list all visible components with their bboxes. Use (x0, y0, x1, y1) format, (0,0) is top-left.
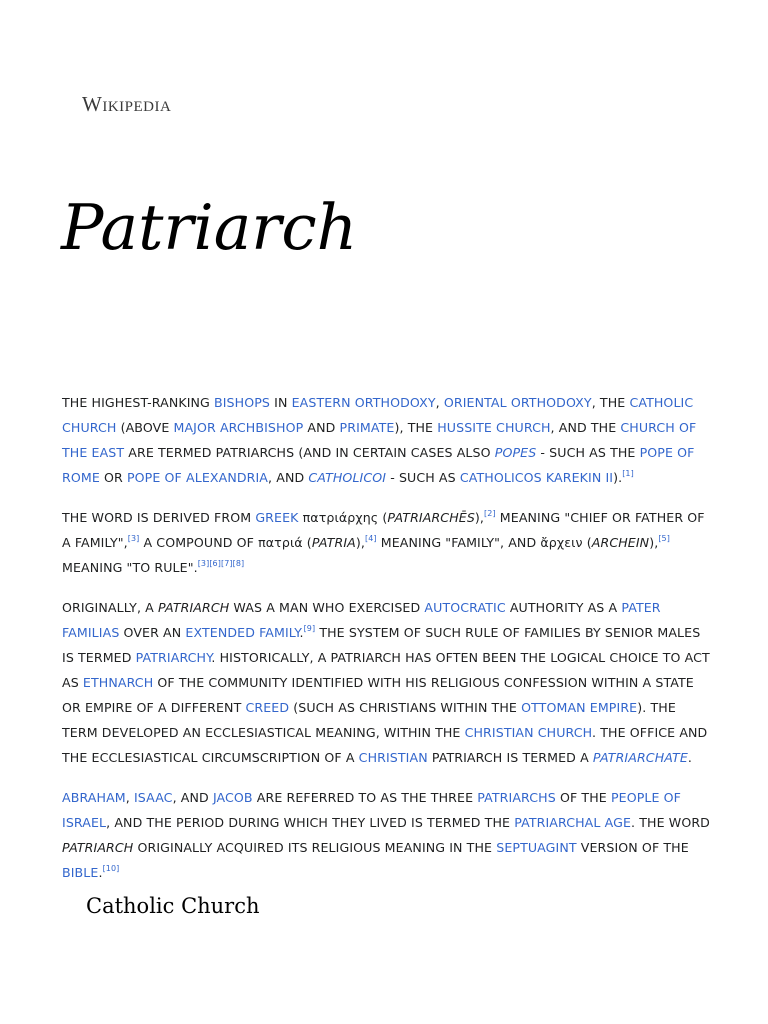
link-catholicos-karekin[interactable]: CATHOLICOS KAREKIN II (459, 470, 614, 485)
link-patriarchate[interactable]: PATRIARCHATE (592, 750, 688, 765)
link-patriarchy[interactable]: PATRIARCHY (135, 650, 212, 665)
link-abraham[interactable]: ABRAHAM (62, 790, 126, 805)
article-body (62, 390, 712, 900)
link-pope-of-rome[interactable]: POPE OF ROME (62, 445, 695, 485)
link-septuagint[interactable]: SEPTUAGINT (496, 840, 577, 855)
link-people-of-israel[interactable]: PEOPLE OF ISRAEL (62, 790, 682, 830)
link-major-archbishop[interactable]: MAJOR ARCHBISHOP (173, 420, 304, 435)
history-paragraph: ORIGINALLY, A PATRIARCH WAS A MAN WHO EXERCISED AUTOCRATIC AUTHORITY AS A PATER FAMILIAS OVER AN EXTENDED FAMILY.[9] THE SYSTEM OF SUCH RULE OF FAMILIES BY SENIOR MALES IS TERMED PATRIARCHY. HISTORICALLY, A PATRIARCH HAS OFTEN BEEN THE LOGICAL CHOICE TO ACT AS ETHNARCH OF THE COMMUNITY IDENTIFIED WITH HIS RELIGIOUS CONFESSION WITHIN A STATE OR EMPIRE OF A DIFFERENT CREED (SUCH AS CHRISTIANS WITHIN THE OTTOMAN EMPIRE). THE TERM DEVELOPED AN ECCLESIASTICAL MEANING, WITHIN THE CHRISTIAN CHURCH. THE OFFICE AND THE ECCLESIASTICAL CIRCUMSCRIPTION OF A CHRISTIAN PATRIARCH IS TERMED A PATRIARCHATE. (62, 600, 710, 765)
reference-3[interactable]: [3] (127, 534, 140, 543)
link-popes[interactable]: POPES (494, 445, 537, 460)
link-jacob[interactable]: JACOB (212, 790, 253, 805)
link-oriental-orthodoxy[interactable]: ORIENTAL ORTHODOXY (443, 395, 592, 410)
link-catholic-church[interactable]: CATHOLIC CHURCH (62, 395, 694, 435)
reference-2[interactable]: [2] (484, 509, 496, 518)
link-autocratic[interactable]: AUTOCRATIC (424, 600, 506, 615)
link-hussite-church[interactable]: HUSSITE CHURCH (437, 420, 551, 435)
link-creed[interactable]: CREED (245, 700, 290, 715)
link-ethnarch[interactable]: ETHNARCH (82, 675, 154, 690)
link-eastern-orthodoxy[interactable]: EASTERN ORTHODOXY (291, 395, 436, 410)
reference-3-6-7-8[interactable]: [3][6][7][8] (197, 559, 245, 568)
link-bishops[interactable]: BISHOPS (214, 395, 271, 410)
link-greek[interactable]: GREEK (255, 510, 299, 525)
biblical-paragraph: ABRAHAM, ISAAC, AND JACOB ARE REFERRED TO AS THE THREE PATRIARCHS OF THE PEOPLE OF ISRAEL, AND THE PERIOD DURING WHICH THEY LIVED IS TERMED THE PATRIARCHAL AGE. THE WORD PATRIARCH ORIGINALLY ACQUIRED ITS RELIGIOUS MEANING IN THE SEPTUAGINT VERSION OF THE BIBLE.[10] (62, 790, 710, 880)
etymology-paragraph: THE WORD IS DERIVED FROM GREEK πατριάρχης (PATRIARCHĒS),[2] MEANING "CHIEF OR FATHER OF A FAMILY",[3] A COMPOUND OF πατριά (PATRIA),[4] MEANING "FAMILY", AND ἄρχειν (ARCHEIN),[5] MEANING "TO RULE".[3][6][7][8] (62, 509, 705, 575)
link-patriarchal-age[interactable]: PATRIARCHAL AGE (514, 815, 632, 830)
wikipedia-logo[interactable]: Wikipedia (82, 92, 172, 116)
page-title: Patriarch (61, 191, 358, 264)
link-pater-familias[interactable]: PATER FAMILIAS (62, 600, 661, 640)
intro-paragraph: THE HIGHEST-RANKING BISHOPS IN EASTERN ORTHODOXY, ORIENTAL ORTHODOXY, THE CATHOLIC CHURCH (ABOVE MAJOR ARCHBISHOP AND PRIMATE), THE HUSSITE CHURCH, AND THE CHURCH OF THE EAST ARE TERMED PATRIARCHS (AND IN CERTAIN CASES ALSO POPES - SUCH AS THE POPE OF ROME OR POPE OF ALEXANDRIA, AND CATHOLICOI - SUCH AS CATHOLICOS KAREKIN II).[1] (62, 395, 697, 485)
link-bible[interactable]: BIBLE (62, 865, 99, 880)
reference-10[interactable]: [10] (102, 864, 120, 873)
link-christian-church[interactable]: CHRISTIAN CHURCH (464, 725, 593, 740)
reference-1[interactable]: [1] (622, 469, 634, 478)
link-primate[interactable]: PRIMATE (339, 420, 395, 435)
reference-9[interactable]: [9] (303, 624, 316, 633)
link-ottoman-empire[interactable]: OTTOMAN EMPIRE (521, 700, 638, 715)
link-patriarchs[interactable]: PATRIARCHS (477, 790, 556, 805)
link-isaac[interactable]: ISAAC (133, 790, 173, 805)
link-catholicoi[interactable]: CATHOLICOI (308, 470, 387, 485)
link-pope-of-alexandria[interactable]: POPE OF ALEXANDRIA (126, 470, 269, 485)
link-christian[interactable]: CHRISTIAN (358, 750, 428, 765)
section-heading-catholic-church[interactable]: Catholic Church (86, 894, 260, 918)
reference-4[interactable]: [4] (365, 534, 377, 543)
link-extended-family[interactable]: EXTENDED FAMILY (185, 625, 300, 640)
reference-5[interactable]: [5] (658, 534, 670, 543)
link-church-of-the-east[interactable]: CHURCH OF THE EAST (62, 420, 697, 460)
